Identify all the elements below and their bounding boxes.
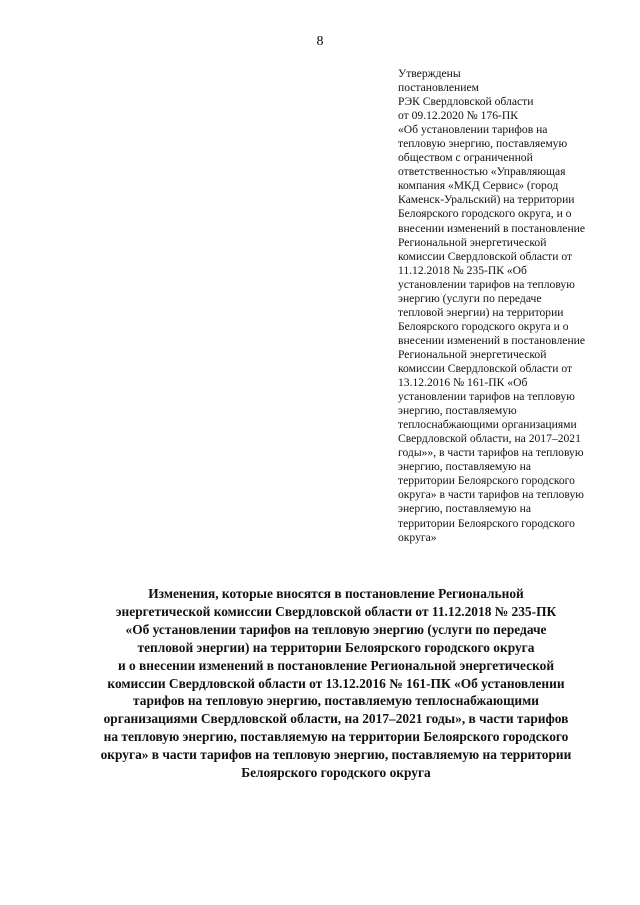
approval-line: «Об установлении тарифов на	[398, 123, 548, 137]
approval-line: территории Белоярского городского	[398, 516, 575, 530]
approval-line: округа»	[398, 530, 437, 544]
changes-title-line: тарифов на тепловую энергию, поставляемую теплоснабжающими	[133, 693, 539, 709]
approval-line: РЭК Свердловской области	[398, 95, 534, 109]
approval-line: Белоярского городского округа, и о	[398, 207, 572, 221]
approval-line: компания «МКД Сервис» (город	[398, 179, 559, 193]
changes-title-line: округа» в части тарифов на тепловую энергию, поставляемую на территории	[100, 747, 572, 763]
changes-title-line: комиссии Свердловской области от 13.12.2016 № 161-ПК «Об установлении	[107, 675, 565, 691]
approval-line: 13.12.2016 № 161-ПК «Об	[398, 376, 528, 390]
approval-line: внесении изменений в постановление	[398, 333, 585, 347]
approval-line: Белоярского городского округа и о	[398, 319, 569, 333]
changes-title	[66, 585, 606, 782]
changes-title-line: энергетической комиссии Свердловской области от 11.12.2018 № 235-ПК	[115, 603, 557, 619]
changes-title-line: тепловой энергии) на территории Белоярского городского округа	[137, 639, 535, 655]
approval-line: комиссии Свердловской области от	[398, 361, 573, 375]
approval-line: энергию, поставляемую на	[398, 460, 531, 474]
approval-line: территории Белоярского городского	[398, 474, 575, 488]
approval-line: ответственностью «Управляющая	[398, 165, 566, 179]
approval-line: установлении тарифов на тепловую	[398, 277, 575, 291]
approval-line: Каменск-Уральский) на территории	[398, 193, 575, 207]
approval-line: 11.12.2018 № 235-ПК «Об	[398, 263, 527, 277]
approval-line: Региональной энергетической	[398, 235, 547, 249]
approval-line: от 09.12.2020 № 176-ПК	[398, 109, 518, 123]
approval-line: годы»», в части тарифов на тепловую	[398, 446, 584, 460]
approval-line: тепловой энергии) на территории	[398, 305, 564, 319]
approval-line: Региональной энергетической	[398, 347, 547, 361]
changes-title-line: организациями Свердловской области, на 2017–2021 годы», в части тарифов	[103, 711, 569, 727]
approval-line: энергию, поставляемую	[398, 404, 517, 418]
approval-line: установлении тарифов на тепловую	[398, 390, 575, 404]
approval-line: внесении изменений в постановление	[398, 221, 585, 235]
changes-title-line: Белоярского городского округа	[241, 765, 431, 781]
changes-title-line: «Об установлении тарифов на тепловую энергию (услуги по передаче	[125, 621, 547, 637]
approval-line: тепловую энергию, поставляемую	[398, 137, 568, 151]
approval-line: энергию (услуги по передаче	[398, 291, 542, 305]
approval-line: округа» в части тарифов на тепловую	[398, 488, 584, 502]
approval-line: теплоснабжающими организациями	[398, 418, 577, 432]
changes-title-line: Изменения, которые вносятся в постановление Региональной	[148, 586, 524, 601]
approval-line: энергию, поставляемую на	[398, 502, 531, 516]
approval-line: Утверждены	[398, 67, 461, 80]
approval-block	[398, 67, 613, 545]
changes-title-line: на тепловую энергию, поставляемую на территории Белоярского городского	[103, 729, 569, 745]
page-number: 8	[316, 34, 324, 49]
approval-line: обществом с ограниченной	[398, 151, 533, 165]
approval-line: постановлением	[398, 81, 479, 95]
approval-line: комиссии Свердловской области от	[398, 249, 573, 263]
changes-title-line: и о внесении изменений в постановление Региональной энергетической	[117, 657, 555, 673]
approval-line: Свердловской области, на 2017–2021	[398, 432, 581, 446]
